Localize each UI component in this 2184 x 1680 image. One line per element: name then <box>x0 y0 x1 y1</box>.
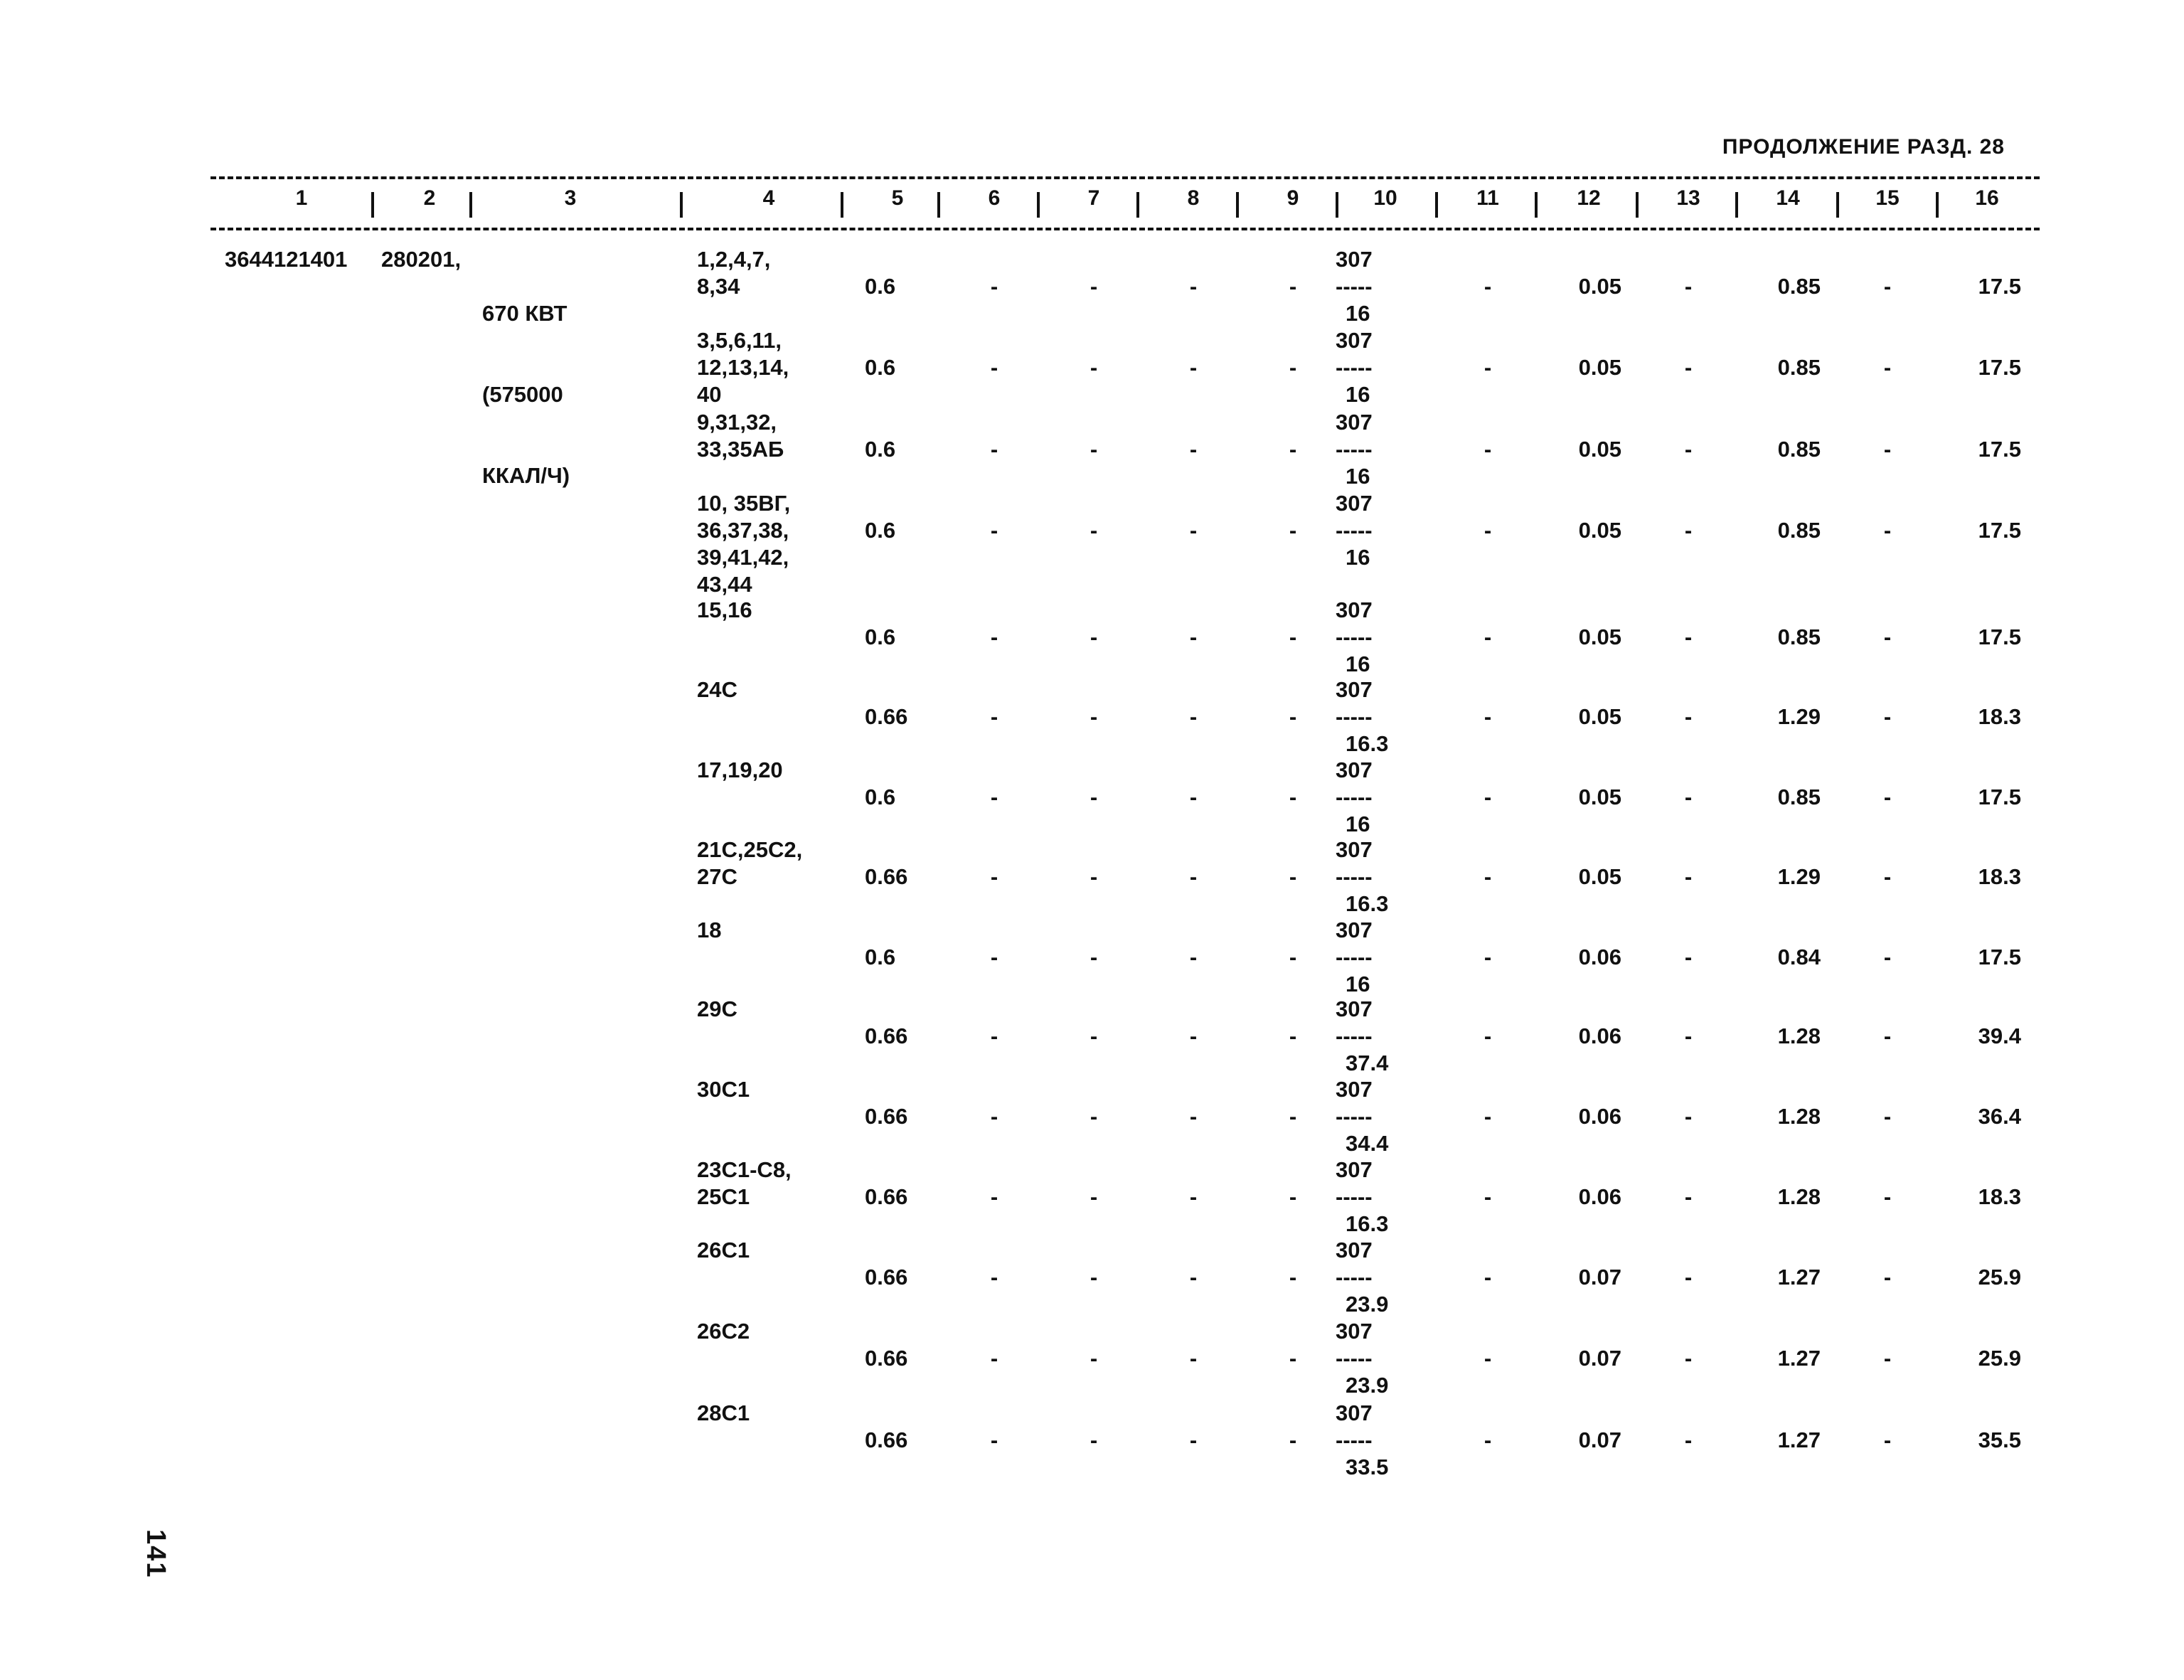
row-label <box>697 597 752 624</box>
value-cell: - <box>1289 704 1297 729</box>
value-cell: 17.5 <box>1978 355 2021 380</box>
fraction-cell <box>1336 490 1373 571</box>
value-cell: - <box>1189 945 1198 969</box>
value-cell: - <box>1090 518 1098 543</box>
value-cell: - <box>1483 518 1492 543</box>
value-cell: 1.29 <box>1777 704 1821 729</box>
value-cell: 17.5 <box>1978 624 2021 649</box>
value-cell: - <box>1189 274 1198 299</box>
value-cell: - <box>1483 864 1492 889</box>
description-line: (575000 <box>482 382 563 407</box>
fraction-cell <box>1336 409 1373 490</box>
value-cell: - <box>1684 1104 1693 1129</box>
page-number: 141 <box>141 1529 171 1579</box>
value-cell: - <box>1883 785 1892 809</box>
value-cell: 17.5 <box>1978 518 2021 543</box>
fraction-bar: ----- <box>1336 1265 1373 1290</box>
column-header: 2 <box>423 186 436 210</box>
fraction-bar: ----- <box>1336 785 1373 809</box>
fraction-cell <box>1336 1400 1388 1481</box>
row-label-line: 1,2,4,7, <box>697 247 771 272</box>
value-cell: - <box>1289 1024 1297 1048</box>
value-cell: 0.6 <box>865 518 896 543</box>
fraction-bar: ----- <box>1336 624 1373 649</box>
fraction-bar: ----- <box>1336 1104 1373 1129</box>
value-cell: - <box>1189 1104 1198 1129</box>
column-header: 6 <box>988 186 1001 210</box>
fraction-cell <box>1336 597 1373 678</box>
row-label-line: 18 <box>697 918 722 942</box>
value-cell: - <box>1483 624 1492 649</box>
value-cell: - <box>1883 1346 1892 1371</box>
value-cell: 1.28 <box>1777 1104 1821 1129</box>
value-cell: - <box>1289 355 1297 380</box>
row-label <box>697 917 721 944</box>
value-cell: - <box>1483 1265 1492 1290</box>
row-label-line: 21С,25С2, <box>697 837 803 862</box>
value-cell: 0.06 <box>1578 1024 1621 1048</box>
value-cell: - <box>1090 1428 1098 1452</box>
fraction-numerator: 307 <box>1336 1157 1373 1182</box>
value-cell: 17.5 <box>1978 785 2021 809</box>
fraction-bar: ----- <box>1336 355 1373 380</box>
fraction-denominator: 16 <box>1346 972 1370 996</box>
fraction-cell <box>1336 676 1388 757</box>
value-cell: - <box>990 1024 998 1048</box>
row-label-line: 27С <box>697 864 737 889</box>
value-cell: - <box>1189 704 1198 729</box>
column-separator <box>469 192 472 218</box>
column-header: 5 <box>891 186 904 210</box>
value-cell: 0.66 <box>865 1184 908 1209</box>
value-cell: - <box>1189 355 1198 380</box>
fraction-bar: ----- <box>1336 864 1373 889</box>
fraction-numerator: 307 <box>1336 918 1373 942</box>
value-cell: 0.05 <box>1578 518 1621 543</box>
row-label-line: 30С1 <box>697 1077 750 1102</box>
value-cell: - <box>990 518 998 543</box>
value-cell: 0.66 <box>865 1346 908 1371</box>
fraction-denominator: 16 <box>1346 652 1370 676</box>
row-label <box>697 1400 750 1427</box>
top-rule <box>211 176 2040 179</box>
fraction-numerator: 307 <box>1336 757 1373 782</box>
column-separator <box>680 192 683 218</box>
value-cell: 0.05 <box>1578 437 1621 462</box>
fraction-denominator: 16.3 <box>1346 891 1389 916</box>
value-cell: 0.05 <box>1578 864 1621 889</box>
column-header: 9 <box>1287 186 1299 210</box>
column-header: 1 <box>295 186 308 210</box>
column-header: 14 <box>1776 186 1800 210</box>
value-cell: - <box>1090 624 1098 649</box>
value-cell: 0.66 <box>865 1024 908 1048</box>
value-cell: 1.27 <box>1777 1265 1821 1290</box>
column-header: 12 <box>1577 186 1601 210</box>
value-cell: 1.29 <box>1777 864 1821 889</box>
fraction-denominator: 16 <box>1346 382 1370 407</box>
fraction-denominator: 33.5 <box>1346 1455 1389 1479</box>
fraction-denominator: 23.9 <box>1346 1292 1389 1317</box>
value-cell: - <box>1684 1184 1693 1209</box>
row-label <box>697 490 790 598</box>
value-cell: - <box>1289 624 1297 649</box>
code-cell: 3644121401 <box>225 247 348 272</box>
fraction-numerator: 307 <box>1336 1400 1373 1425</box>
value-cell: - <box>1090 437 1098 462</box>
value-cell: 25.9 <box>1978 1346 2021 1371</box>
value-cell: - <box>990 1184 998 1209</box>
value-cell: - <box>990 1104 998 1129</box>
value-cell: 0.07 <box>1578 1428 1621 1452</box>
value-cell: 1.27 <box>1777 1428 1821 1452</box>
fraction-bar: ----- <box>1336 1428 1373 1452</box>
fraction-denominator: 16 <box>1346 301 1370 326</box>
value-cell: - <box>990 624 998 649</box>
column-header: 16 <box>1975 186 1999 210</box>
value-cell: - <box>1684 624 1693 649</box>
value-cell: 17.5 <box>1978 437 2021 462</box>
value-cell: - <box>1289 945 1297 969</box>
fraction-bar: ----- <box>1336 945 1373 969</box>
value-cell: 36.4 <box>1978 1104 2021 1129</box>
row-label-line: 23С1-С8, <box>697 1157 792 1182</box>
value-cell: - <box>1883 1428 1892 1452</box>
row-label <box>697 246 770 300</box>
column-header: 3 <box>564 186 577 210</box>
fraction-denominator: 34.4 <box>1346 1131 1389 1156</box>
value-cell: - <box>1090 945 1098 969</box>
fraction-bar: ----- <box>1336 1346 1373 1371</box>
value-cell: - <box>1483 1346 1492 1371</box>
fraction-denominator: 16.3 <box>1346 1211 1389 1236</box>
value-cell: - <box>1483 945 1492 969</box>
value-cell: 17.5 <box>1978 274 2021 299</box>
fraction-numerator: 307 <box>1336 247 1373 272</box>
value-cell: - <box>1684 1346 1693 1371</box>
row-label-line: 40 <box>697 382 722 407</box>
value-cell: - <box>1684 1265 1693 1290</box>
value-cell: - <box>990 437 998 462</box>
row-label-line: 17,19,20 <box>697 757 783 782</box>
row-label <box>697 836 802 890</box>
fraction-denominator: 37.4 <box>1346 1051 1389 1075</box>
row-label-line: 24С <box>697 677 737 702</box>
column-header: 13 <box>1676 186 1700 210</box>
value-cell: 0.85 <box>1777 355 1821 380</box>
header-rule <box>211 228 2040 230</box>
value-cell: - <box>1189 624 1198 649</box>
value-cell: - <box>1090 1346 1098 1371</box>
fraction-denominator: 16 <box>1346 812 1370 836</box>
value-cell: 0.6 <box>865 437 896 462</box>
fraction-cell <box>1336 1237 1388 1318</box>
value-cell: 0.66 <box>865 1265 908 1290</box>
row-label-line: 43,44 <box>697 572 752 597</box>
fraction-cell <box>1336 246 1373 327</box>
value-cell: - <box>1483 704 1492 729</box>
value-cell: - <box>1684 437 1693 462</box>
value-cell: 0.66 <box>865 1104 908 1129</box>
number-cell: 280201, <box>381 247 462 272</box>
row-label <box>697 1157 792 1211</box>
value-cell: - <box>990 1265 998 1290</box>
value-cell: - <box>1090 1024 1098 1048</box>
value-cell: 0.6 <box>865 945 896 969</box>
row-label-line: 8,34 <box>697 274 740 299</box>
value-cell: - <box>1684 945 1693 969</box>
value-cell: - <box>1483 1104 1492 1129</box>
value-cell: - <box>1883 704 1892 729</box>
value-cell: - <box>1483 437 1492 462</box>
value-cell: - <box>1189 1346 1198 1371</box>
fraction-bar: ----- <box>1336 704 1373 729</box>
description-cell <box>482 246 570 516</box>
value-cell: 0.85 <box>1777 785 1821 809</box>
value-cell: 1.27 <box>1777 1346 1821 1371</box>
fraction-cell <box>1336 917 1373 998</box>
value-cell: - <box>1090 1184 1098 1209</box>
value-cell: 18.3 <box>1978 704 2021 729</box>
value-cell: - <box>1883 518 1892 543</box>
fraction-bar: ----- <box>1336 437 1373 462</box>
column-header: 8 <box>1187 186 1200 210</box>
value-cell: - <box>1684 355 1693 380</box>
fraction-bar: ----- <box>1336 1024 1373 1048</box>
fraction-cell <box>1336 327 1373 408</box>
value-cell: - <box>1483 355 1492 380</box>
value-cell: - <box>1090 1104 1098 1129</box>
value-cell: - <box>1090 1265 1098 1290</box>
value-cell: - <box>1189 1184 1198 1209</box>
row-label <box>697 327 789 408</box>
column-header: 4 <box>762 186 775 210</box>
value-cell: - <box>1289 864 1297 889</box>
fraction-numerator: 307 <box>1336 1319 1373 1344</box>
value-cell: - <box>1189 785 1198 809</box>
value-cell: - <box>1289 437 1297 462</box>
row-label <box>697 1318 750 1345</box>
value-cell: 0.66 <box>865 1428 908 1452</box>
value-cell: - <box>1883 1024 1892 1048</box>
value-cell: 25.9 <box>1978 1265 2021 1290</box>
value-cell: 39.4 <box>1978 1024 2021 1048</box>
value-cell: - <box>990 785 998 809</box>
value-cell: - <box>1189 864 1198 889</box>
value-cell: 17.5 <box>1978 945 2021 969</box>
row-label-line: 9,31,32, <box>697 410 777 435</box>
value-cell: - <box>1090 274 1098 299</box>
value-cell: 0.07 <box>1578 1265 1621 1290</box>
description-line: 670 КВТ <box>482 301 568 326</box>
description-line: ККАЛ/Ч) <box>482 463 570 488</box>
value-cell: 0.05 <box>1578 785 1621 809</box>
fraction-numerator: 307 <box>1336 1238 1373 1262</box>
value-cell: 0.06 <box>1578 945 1621 969</box>
fraction-numerator: 307 <box>1336 410 1373 435</box>
value-cell: - <box>1289 1184 1297 1209</box>
fraction-numerator: 307 <box>1336 491 1373 516</box>
fraction-bar: ----- <box>1336 518 1373 543</box>
value-cell: - <box>1189 518 1198 543</box>
row-label <box>697 1076 750 1103</box>
value-cell: - <box>1483 274 1492 299</box>
value-cell: - <box>1883 864 1892 889</box>
value-cell: - <box>1883 274 1892 299</box>
value-cell: 35.5 <box>1978 1428 2021 1452</box>
fraction-denominator: 16 <box>1346 464 1370 489</box>
fraction-denominator: 23.9 <box>1346 1373 1389 1398</box>
row-label <box>697 676 737 703</box>
fraction-cell <box>1336 757 1373 838</box>
value-cell: 18.3 <box>1978 1184 2021 1209</box>
value-cell: - <box>1289 785 1297 809</box>
fraction-numerator: 307 <box>1336 677 1373 702</box>
row-label-line: 36,37,38, <box>697 518 789 543</box>
value-cell: - <box>1189 437 1198 462</box>
fraction-cell <box>1336 1318 1388 1399</box>
value-cell: - <box>1289 1265 1297 1290</box>
value-cell: - <box>1189 1265 1198 1290</box>
column-header: 10 <box>1373 186 1397 210</box>
column-header: 7 <box>1087 186 1100 210</box>
fraction-numerator: 307 <box>1336 597 1373 622</box>
row-label-line: 28С1 <box>697 1400 750 1425</box>
row-label-line: 26С2 <box>697 1319 750 1344</box>
row-label <box>697 1237 750 1264</box>
value-cell: 0.6 <box>865 355 896 380</box>
fraction-denominator: 16 <box>1346 545 1370 570</box>
fraction-bar: ----- <box>1336 1184 1373 1209</box>
value-cell: - <box>1684 864 1693 889</box>
value-cell: 0.07 <box>1578 1346 1621 1371</box>
value-cell: - <box>1289 1346 1297 1371</box>
value-cell: 0.6 <box>865 274 896 299</box>
value-cell: 0.85 <box>1777 437 1821 462</box>
value-cell: 0.66 <box>865 704 908 729</box>
row-label-line: 29С <box>697 996 737 1021</box>
section-heading: ПРОДОЛЖЕНИЕ РАЗД. 28 <box>1722 135 2005 159</box>
value-cell: 0.66 <box>865 864 908 889</box>
row-label-line: 12,13,14, <box>697 355 789 380</box>
value-cell: 0.85 <box>1777 274 1821 299</box>
value-cell: 0.05 <box>1578 624 1621 649</box>
row-label-line: 3,5,6,11, <box>697 328 782 353</box>
value-cell: - <box>1883 1265 1892 1290</box>
row-label <box>697 409 784 463</box>
row-label-line: 10, 35ВГ, <box>697 491 791 516</box>
value-cell: 1.28 <box>1777 1024 1821 1048</box>
value-cell: - <box>990 945 998 969</box>
value-cell: - <box>1883 945 1892 969</box>
value-cell: - <box>1090 355 1098 380</box>
value-cell: 0.85 <box>1777 518 1821 543</box>
value-cell: - <box>1883 437 1892 462</box>
fraction-bar: ----- <box>1336 274 1373 299</box>
value-cell: 18.3 <box>1978 864 2021 889</box>
value-cell: - <box>990 1346 998 1371</box>
value-cell: - <box>990 1428 998 1452</box>
value-cell: - <box>1684 518 1693 543</box>
value-cell: - <box>1289 274 1297 299</box>
value-cell: - <box>1483 785 1492 809</box>
row-label-line: 33,35АБ <box>697 437 784 462</box>
value-cell: - <box>1883 1104 1892 1129</box>
value-cell: 0.6 <box>865 624 896 649</box>
table-header <box>0 186 2184 222</box>
row-label-line: 26С1 <box>697 1238 750 1262</box>
value-cell: - <box>990 704 998 729</box>
fraction-numerator: 307 <box>1336 328 1373 353</box>
row-label-line: 15,16 <box>697 597 752 622</box>
value-cell: - <box>1684 1428 1693 1452</box>
row-label <box>697 757 783 784</box>
value-cell: 0.05 <box>1578 274 1621 299</box>
value-cell: - <box>1289 518 1297 543</box>
value-cell: - <box>990 864 998 889</box>
value-cell: 0.85 <box>1777 624 1821 649</box>
value-cell: 0.05 <box>1578 355 1621 380</box>
row-label-line: 25С1 <box>697 1184 750 1209</box>
row-label-line: 39,41,42, <box>697 545 789 570</box>
value-cell: 1.28 <box>1777 1184 1821 1209</box>
fraction-cell <box>1336 836 1388 918</box>
value-cell: - <box>1483 1184 1492 1209</box>
value-cell: 0.05 <box>1578 704 1621 729</box>
value-cell: - <box>1090 864 1098 889</box>
value-cell: - <box>1090 785 1098 809</box>
fraction-cell <box>1336 996 1388 1077</box>
value-cell: - <box>1684 785 1693 809</box>
value-cell: - <box>1684 704 1693 729</box>
value-cell: - <box>1883 1184 1892 1209</box>
value-cell: 0.06 <box>1578 1104 1621 1129</box>
fraction-cell <box>1336 1076 1388 1157</box>
value-cell: - <box>990 274 998 299</box>
value-cell: - <box>1189 1428 1198 1452</box>
column-header: 11 <box>1476 186 1499 210</box>
row-label <box>697 996 737 1023</box>
fraction-numerator: 307 <box>1336 837 1373 862</box>
value-cell: - <box>1189 1024 1198 1048</box>
value-cell: 0.06 <box>1578 1184 1621 1209</box>
value-cell: - <box>1883 624 1892 649</box>
value-cell: 0.6 <box>865 785 896 809</box>
value-cell: - <box>1883 355 1892 380</box>
value-cell: 0.84 <box>1777 945 1821 969</box>
fraction-cell <box>1336 1157 1388 1238</box>
fraction-denominator: 16.3 <box>1346 731 1389 756</box>
fraction-numerator: 307 <box>1336 996 1373 1021</box>
column-header: 15 <box>1875 186 1900 210</box>
value-cell: - <box>1483 1024 1492 1048</box>
fraction-numerator: 307 <box>1336 1077 1373 1102</box>
value-cell: - <box>1289 1104 1297 1129</box>
value-cell: - <box>990 355 998 380</box>
value-cell: - <box>1289 1428 1297 1452</box>
value-cell: - <box>1684 1024 1693 1048</box>
value-cell: - <box>1483 1428 1492 1452</box>
value-cell: - <box>1684 274 1693 299</box>
value-cell: - <box>1090 704 1098 729</box>
